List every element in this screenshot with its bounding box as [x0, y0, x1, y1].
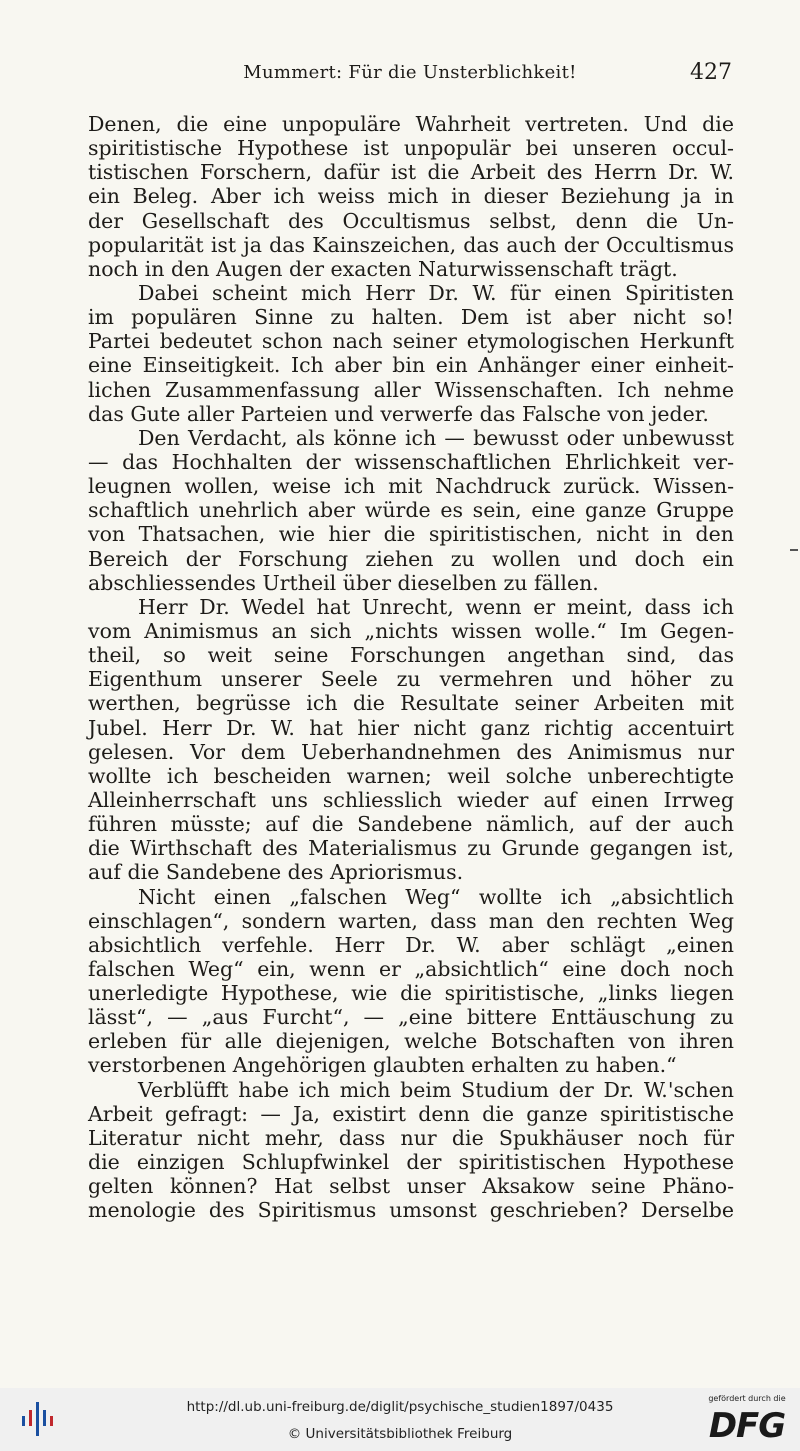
text-line: erleben für alle diejenigen, welche Botschaften von ihren	[88, 1029, 734, 1054]
text-line: Literatur nicht mehr, dass nur die Spukhäuser noch für	[88, 1125, 734, 1150]
body-text	[88, 112, 734, 1222]
text-line: Den Verdacht, als könne ich — bewusst oder unbewusst	[138, 425, 734, 450]
text-line: falschen Weg“ ein, wenn er „absichtlich“ eine doch noch	[88, 956, 734, 981]
text-line: schaftlich unehrlich aber würde es sein, eine ganze Gruppe	[88, 498, 734, 523]
text-line: einschlagen“, sondern warten, dass man den rechten Weg	[88, 908, 734, 933]
text-line: Jubel. Herr Dr. W. hat hier nicht ganz richtig accentuirt	[88, 715, 734, 740]
text-line: gelten können? Hat selbst unser Aksakow seine Phäno-	[88, 1174, 734, 1199]
text-line: — das Hochhalten der wissenschaftlichen Ehrlichkeit ver-	[88, 449, 734, 474]
text-line: noch in den Augen der exacten Naturwissenschaft trägt.	[88, 256, 678, 281]
text-line: Alleinherrschaft uns schliesslich wieder auf einen Irrweg	[88, 787, 734, 812]
text-line: theil, so weit seine Forschungen angethan sind, das	[88, 643, 734, 668]
text-line: lichen Zusammenfassung aller Wissenschaften. Ich nehme	[88, 377, 734, 402]
text-line: Eigenthum unserer Seele zu vermehren und höher zu	[88, 667, 734, 692]
text-line: lässt“, — „aus Furcht“, — „eine bittere Enttäuschung zu	[88, 1005, 734, 1030]
text-line: Denen, die eine unpopuläre Wahrheit vertreten. Und die	[88, 112, 734, 136]
text-line: der Gesellschaft des Occultismus selbst, denn die Un-	[88, 208, 734, 233]
text-line: spiritistische Hypothese ist unpopulär bei unseren occul-	[88, 136, 734, 161]
text-line: die einzigen Schlupfwinkel der spiritistischen Hypothese	[88, 1150, 734, 1175]
text-line: auf die Sandebene des Apriorismus.	[88, 860, 464, 885]
text-line: leugnen wollen, weise ich mit Nachdruck zurück. Wissen-	[88, 474, 734, 499]
text-line: ein Beleg. Aber ich weiss mich in dieser Beziehung ja in	[88, 184, 734, 209]
page-number: 427	[690, 60, 732, 85]
text-line: Nicht einen „falschen Weg“ wollte ich „absichtlich	[138, 884, 734, 909]
page-header	[88, 60, 732, 88]
text-line: vom Animismus an sich „nichts wissen wolle.“ Im Gegen-	[88, 618, 734, 643]
text-line: werthen, begrüsse ich die Resultate seiner Arbeiten mit	[88, 691, 734, 716]
dfg-logo-icon	[706, 1394, 788, 1446]
text-line: Verblüfft habe ich mich beim Studium der Dr. W.'schen	[138, 1077, 734, 1102]
text-line: führen müsste; auf die Sandebene nämlich, auf der auch	[88, 812, 734, 837]
text-line: Arbeit gefragt: — Ja, existirt denn die ganze spiritistische	[88, 1101, 734, 1126]
text-line: von Thatsachen, wie hier die spiritistischen, nicht in den	[88, 522, 734, 547]
copyright-notice: © Universitätsbibliothek Freiburg	[287, 1426, 513, 1442]
margin-mark	[790, 549, 798, 551]
funder-logo-text: DFG	[708, 1406, 786, 1446]
text-line: tistischen Forschern, dafür ist die Arbeit des Herrn Dr. W.	[88, 160, 734, 185]
source-url[interactable]: http://dl.ub.uni-freiburg.de/diglit/psychische_studien1897/0435	[186, 1399, 614, 1415]
funder-caption: gefördert durch die	[708, 1394, 786, 1403]
text-line: im populären Sinne zu halten. Dem ist aber nicht so!	[88, 305, 734, 330]
text-line: das Gute aller Parteien und verwerfe das Falsche von jeder.	[88, 401, 709, 426]
text-line: Bereich der Forschung ziehen zu wollen und doch ein	[88, 546, 734, 571]
text-line: wollte ich bescheiden warnen; weil solche unberechtigte	[88, 763, 734, 788]
text-line: popularität ist ja das Kainszeichen, das auch der Occultismus	[88, 232, 734, 257]
text-line: gelesen. Vor dem Ueberhandnehmen des Animismus nur	[88, 739, 734, 764]
text-line: abschliessendes Urtheil über dieselben zu fällen.	[88, 570, 599, 595]
text-line: Herr Dr. Wedel hat Unrecht, wenn er meint, dass ich	[138, 594, 734, 619]
text-line: absichtlich verfehle. Herr Dr. W. aber schlägt „einen	[88, 932, 734, 957]
text-line: menologie des Spiritismus umsonst geschrieben? Derselbe	[88, 1198, 734, 1223]
text-line: Dabei scheint mich Herr Dr. W. für einen Spiritisten	[138, 280, 734, 305]
text-line: Partei bedeutet schon nach seiner etymologischen Herkunft	[88, 329, 734, 354]
running-title: Mummert: Für die Unsterblichkeit!	[243, 62, 577, 83]
text-line: die Wirthschaft des Materialismus zu Grunde gegangen ist,	[88, 836, 734, 861]
text-line: eine Einseitigkeit. Ich aber bin ein Anhänger einer einheit-	[88, 353, 734, 378]
text-line: verstorbenen Angehörigen glaubten erhalten zu haben.“	[88, 1053, 677, 1078]
text-line: unerledigte Hypothese, wie die spiritistische, „links liegen	[88, 981, 734, 1006]
viewer-footer	[0, 1388, 800, 1451]
